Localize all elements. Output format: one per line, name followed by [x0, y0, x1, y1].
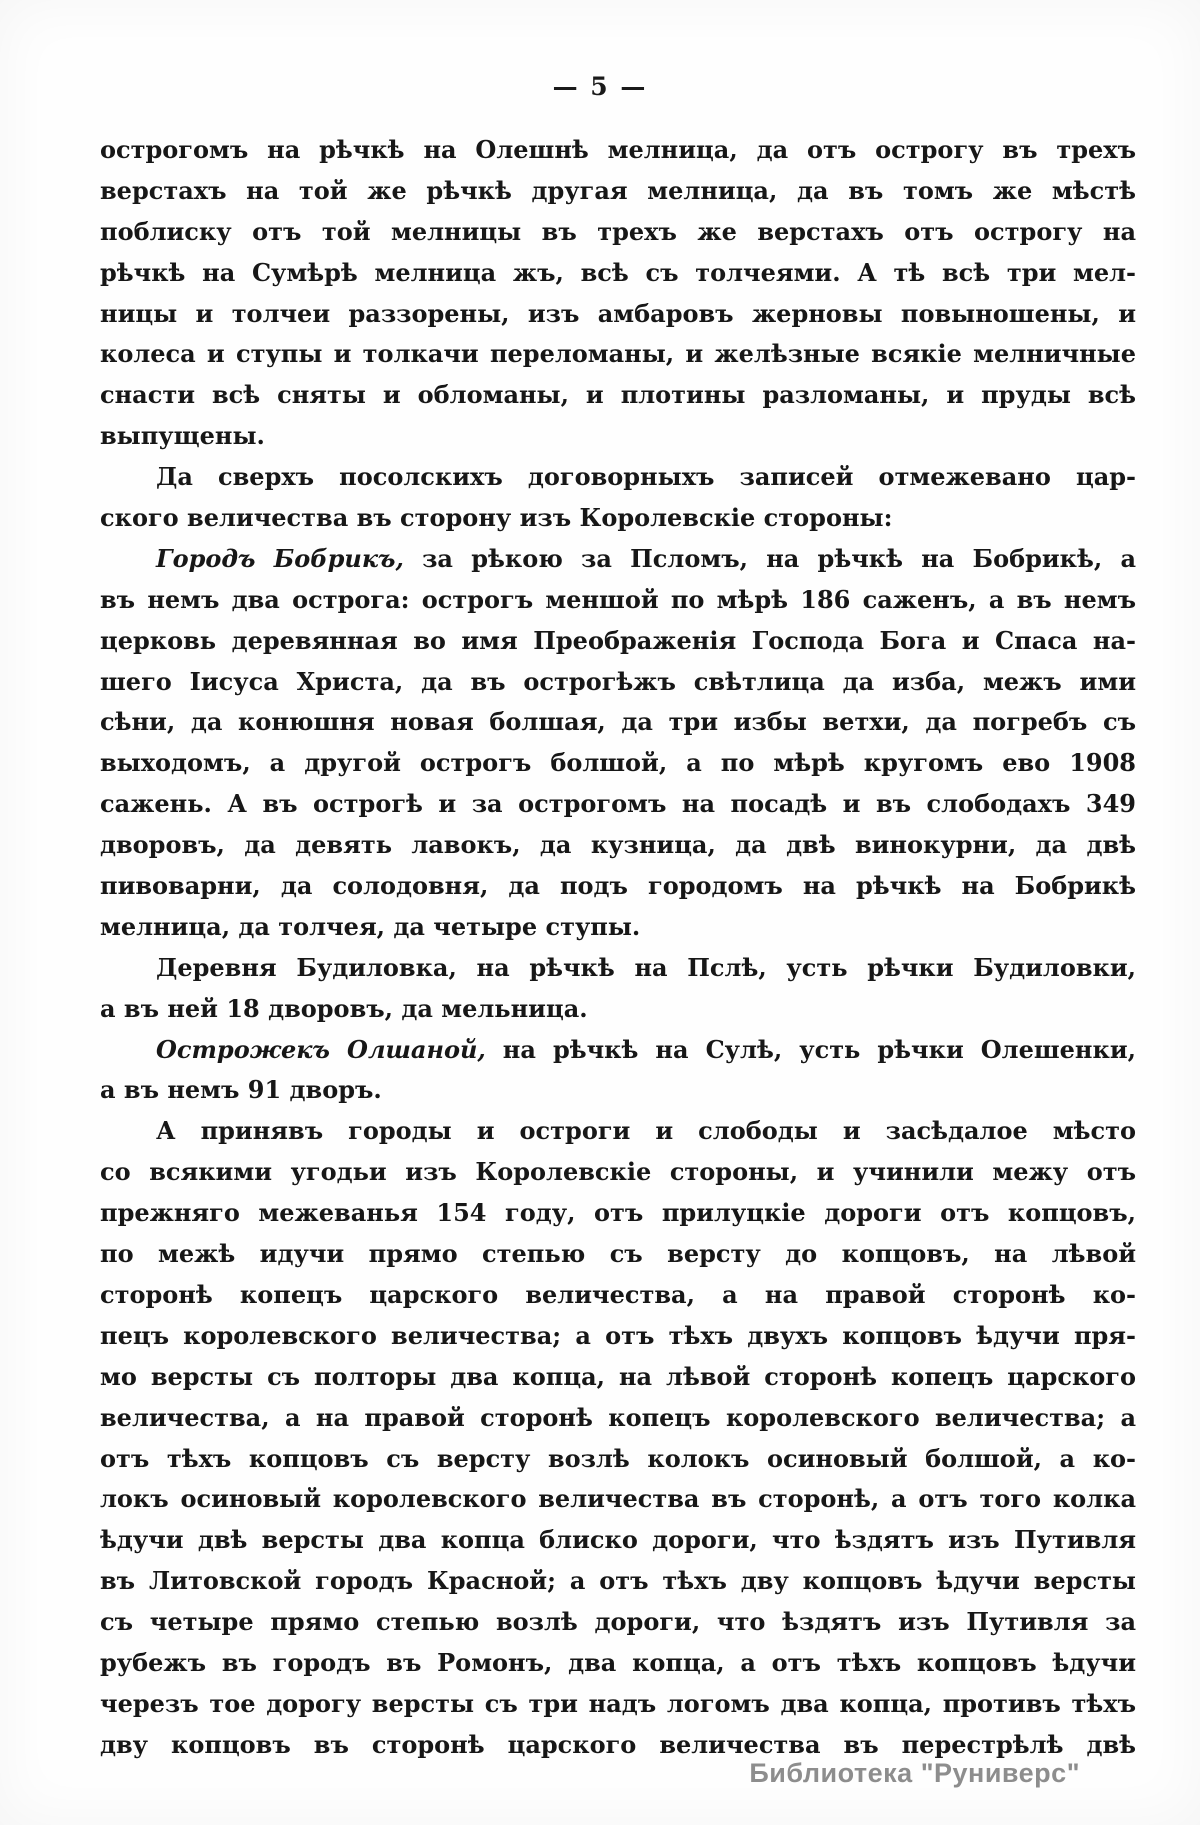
- text-line: сторонѣ копецъ царского величества, а на правой сторонѣ ко-: [100, 1279, 1136, 1309]
- text-line: ского величества въ сторону изъ Королевскіе стороны:: [100, 503, 893, 533]
- text-line: верстахъ на той же рѣчкѣ другая мелница, да въ томъ же мѣстѣ: [100, 175, 1136, 205]
- text-line: а въ немъ 91 дворъ.: [100, 1075, 382, 1105]
- text-line: Деревня Будиловка, на рѣчкѣ на Пслѣ, усть рѣчки Будиловки,: [156, 952, 1136, 982]
- text-line: черезъ тое дорогу версты съ три надъ логомъ два копца, противъ тѣхъ: [100, 1688, 1136, 1718]
- text-line: по межѣ идучи прямо степью съ версту до копцовъ, на лѣвой: [100, 1239, 1136, 1269]
- text-line: Городъ Бобрикъ, за рѣкою за Псломъ, на рѣчкѣ на Бобрикѣ, а: [156, 543, 1137, 573]
- text-line: ѣдучи двѣ версты два копца блиско дороги, что ѣздятъ изъ Путивля: [100, 1525, 1136, 1555]
- text-line: въ немъ два острога: острогъ меншой по мѣрѣ 186 саженъ, а въ немъ: [100, 584, 1136, 614]
- text-line: сѣни, да конюшня новая болшая, да три избы ветхи, да погребъ съ: [100, 707, 1136, 737]
- text-line: со всякими угодьи изъ Королевскіе стороны, и учинили межу отъ: [100, 1157, 1136, 1187]
- text-line: выпущены.: [100, 421, 265, 451]
- text-line: рѣчкѣ на Сумѣрѣ мелница жъ, всѣ съ толчеями. А тѣ всѣ три мел-: [100, 257, 1136, 287]
- text-line: Да сверхъ посолскихъ договорныхъ записей отмежевано цар-: [156, 462, 1136, 492]
- text-line: отъ тѣхъ копцовъ съ версту возлѣ колокъ осиновый болшой, а ко-: [100, 1443, 1136, 1473]
- page-number: — 5 —: [552, 72, 648, 101]
- text-line: сажень. А въ острогѣ и за острогомъ на посадѣ и въ слободахъ 349: [100, 789, 1136, 819]
- text-line: пивоварни, да солодовня, да подъ городомъ на рѣчкѣ на Бобрикѣ: [100, 871, 1136, 901]
- text-line: съ четыре прямо степью возлѣ дороги, что ѣздятъ изъ Путивля за: [100, 1607, 1136, 1637]
- text-line: а въ ней 18 дворовъ, да мельница.: [100, 993, 588, 1023]
- text-line: локъ осиновый королевского величества въ сторонѣ, а отъ того колка: [100, 1484, 1136, 1514]
- text-line: Острожекъ Олшаной, на рѣчкѣ на Сулѣ, усть рѣчки Олешенки,: [156, 1034, 1136, 1064]
- text-line: шего Іисуса Христа, да въ острогѣжъ свѣтлица да изба, межъ ими: [100, 666, 1136, 696]
- text-line: мелница, да толчея, да четыре ступы.: [100, 911, 641, 941]
- text-line: ницы и толчеи раззорены, изъ амбаровъ жерновы повыношены, и: [100, 298, 1136, 328]
- text-line: острогомъ на рѣчкѣ на Олешнѣ мелница, да отъ острогу въ трехъ: [100, 135, 1136, 164]
- text-line: величества, а на правой сторонѣ копецъ королевского величества; а: [100, 1402, 1136, 1432]
- text-line: А принявъ городы и остроги и слободы и засѣдалое мѣсто: [156, 1116, 1136, 1146]
- text-line: рубежъ въ городъ въ Ромонъ, два копца, а отъ тѣхъ копцовъ ѣдучи: [100, 1647, 1136, 1677]
- text-line: поблиску отъ той мелницы въ трехъ же верстахъ отъ острогу на: [100, 216, 1136, 246]
- text-line: въ Литовской городъ Красной; а отъ тѣхъ дву копцовъ ѣдучи версты: [100, 1566, 1136, 1596]
- text-line: дву копцовъ въ сторонѣ царского величества въ перестрѣлѣ двѣ: [100, 1729, 1136, 1759]
- text-line: дворовъ, да девять лавокъ, да кузница, да двѣ винокурни, да двѣ: [100, 830, 1136, 860]
- text-line: пецъ королевского величества; а отъ тѣхъ двухъ копцовъ ѣдучи пря-: [100, 1320, 1136, 1350]
- watermark: Библиотека "Руниверс": [749, 1758, 1080, 1788]
- text-line: снасти всѣ сняты и обломаны, и плотины разломаны, и пруды всѣ: [100, 380, 1136, 410]
- text-line: колеса и ступы и толкачи переломаны, и желѣзные всякіе мелничные: [100, 339, 1136, 369]
- text-line: церковь деревянная во имя Преображенія Господа Бога и Спаса на-: [100, 625, 1136, 655]
- text-line: прежняго межеванья 154 году, отъ прилуцкіе дороги отъ копцовъ,: [100, 1198, 1136, 1228]
- text-line: мо версты съ полторы два копца, на лѣвой сторонѣ копецъ царского: [100, 1361, 1136, 1391]
- text-line: выходомъ, а другой острогъ болшой, а по мѣрѣ кругомъ ево 1908: [100, 748, 1136, 778]
- text-block: [100, 130, 1136, 1766]
